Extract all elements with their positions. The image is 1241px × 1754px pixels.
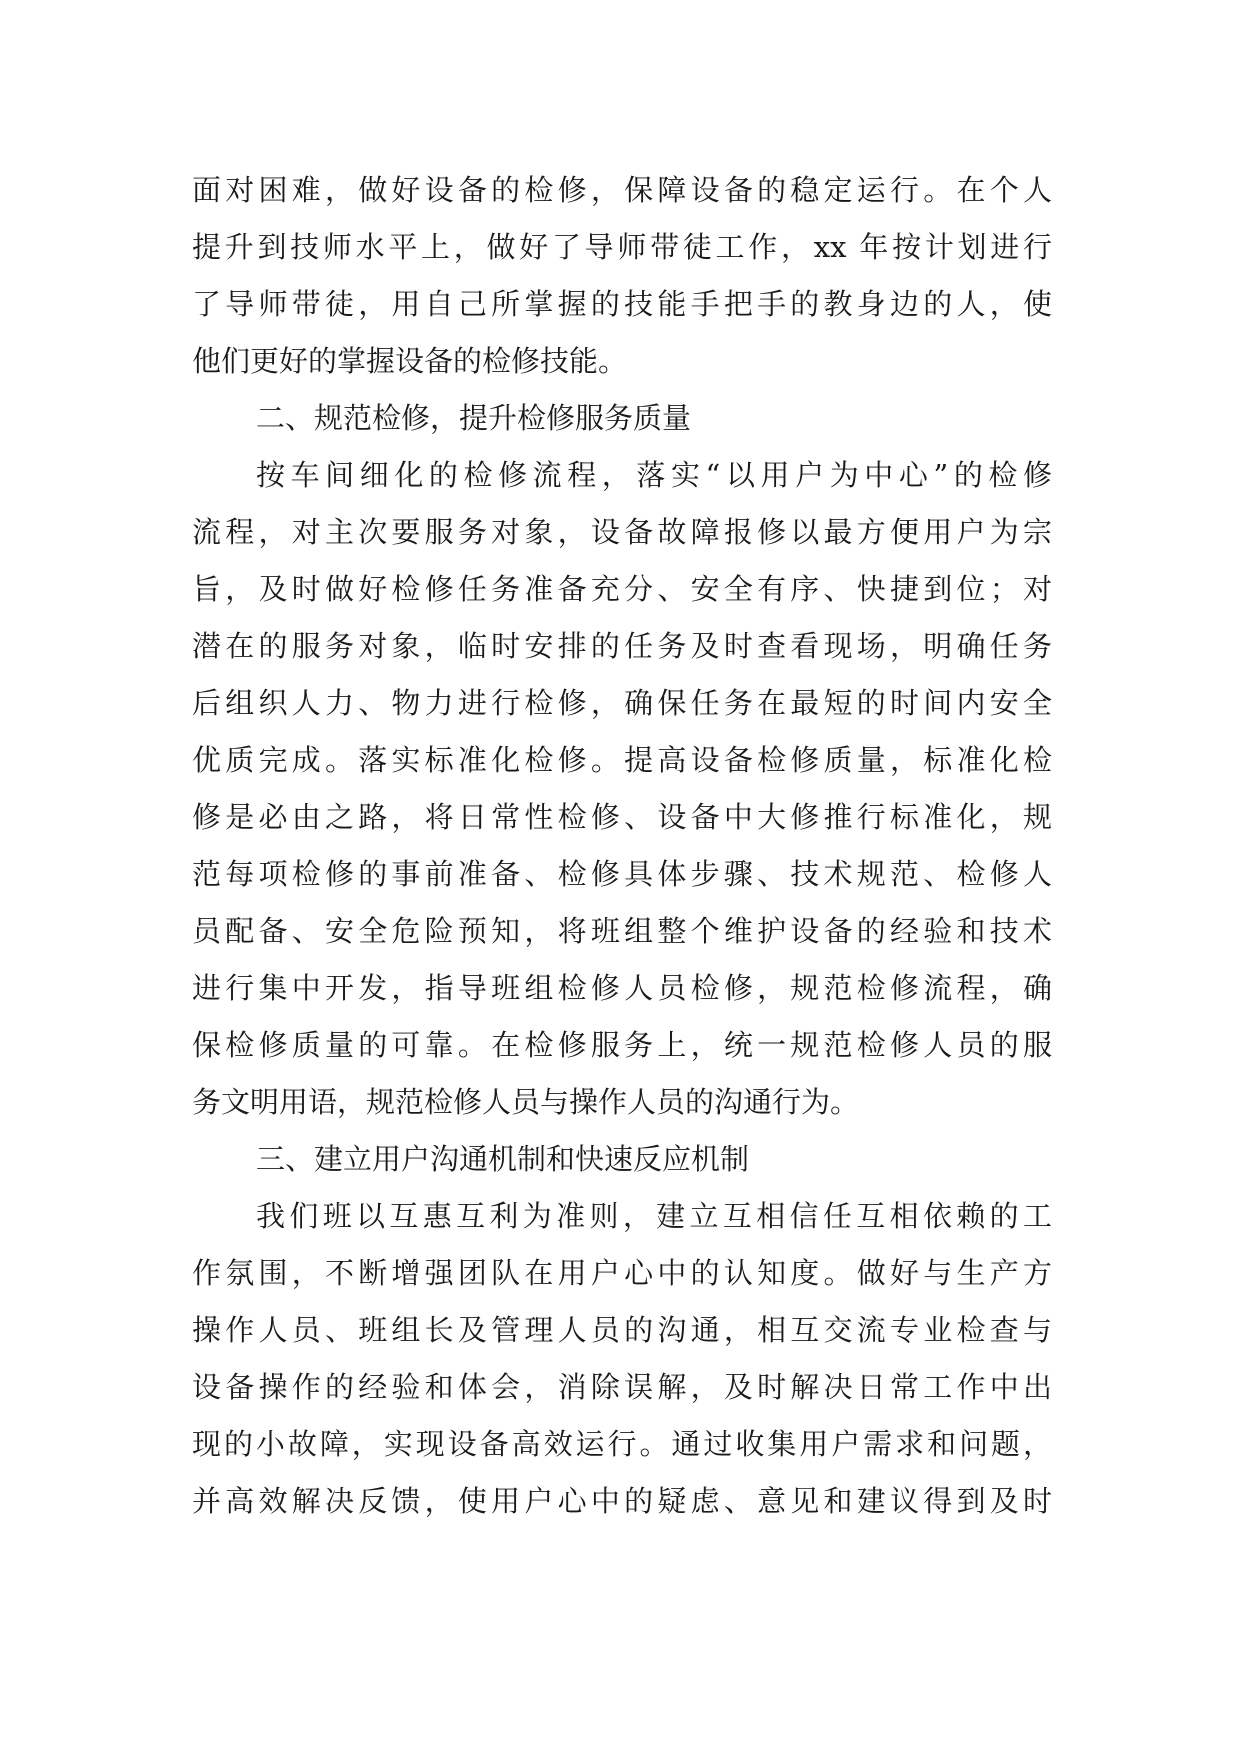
text-line: 范每项检修的事前准备、检修具体步骤、技术规范、检修人 <box>192 857 1052 891</box>
text-line: 设备操作的经验和体会，消除误解，及时解决日常工作中出 <box>192 1370 1052 1404</box>
section-heading: 三、建立用户沟通机制和快速反应机制 <box>256 1142 750 1176</box>
text-line: 他们更好的掌握设备的检修技能。 <box>192 344 628 378</box>
section-heading: 二、规范检修，提升检修服务质量 <box>256 401 692 435</box>
text-line: 修是必由之路，将日常性检修、设备中大修推行标准化，规 <box>192 800 1052 834</box>
text-line: 旨，及时做好检修任务准备充分、安全有序、快捷到位；对 <box>192 572 1052 606</box>
text-line: 现的小故障，实现设备高效运行。通过收集用户需求和问题， <box>192 1427 1052 1461</box>
text-line: 进行集中开发，指导班组检修人员检修，规范检修流程，确 <box>192 971 1052 1005</box>
text-line: 流程，对主次要服务对象，设备故障报修以最方便用户为宗 <box>192 515 1052 549</box>
text-line: 提升到技师水平上，做好了导师带徒工作，xx 年按计划进行 <box>192 230 1052 264</box>
text-line: 务文明用语，规范检修人员与操作人员的沟通行为。 <box>192 1085 860 1119</box>
text-line: 保检修质量的可靠。在检修服务上，统一规范检修人员的服 <box>192 1028 1052 1062</box>
text-line: 员配备、安全危险预知，将班组整个维护设备的经验和技术 <box>192 914 1052 948</box>
text-line: 面对困难，做好设备的检修，保障设备的稳定运行。在个人 <box>192 173 1052 207</box>
text-line: 优质完成。落实标准化检修。提高设备检修质量，标准化检 <box>192 743 1052 777</box>
text-line: 按车间细化的检修流程，落实“以用户为中心”的检修 <box>256 458 1052 492</box>
text-line: 潜在的服务对象，临时安排的任务及时查看现场，明确任务 <box>192 629 1052 663</box>
text-line: 了导师带徒，用自己所掌握的技能手把手的教身边的人，使 <box>192 287 1052 321</box>
text-line: 并高效解决反馈，使用户心中的疑虑、意见和建议得到及时 <box>192 1484 1052 1518</box>
text-line: 我们班以互惠互利为准则，建立互相信任互相依赖的工 <box>256 1199 1052 1233</box>
document-body <box>192 162 1052 1530</box>
text-line: 后组织人力、物力进行检修，确保任务在最短的时间内安全 <box>192 686 1052 720</box>
text-line: 作氛围，不断增强团队在用户心中的认知度。做好与生产方 <box>192 1256 1052 1290</box>
text-line: 操作人员、班组长及管理人员的沟通，相互交流专业检查与 <box>192 1313 1052 1347</box>
